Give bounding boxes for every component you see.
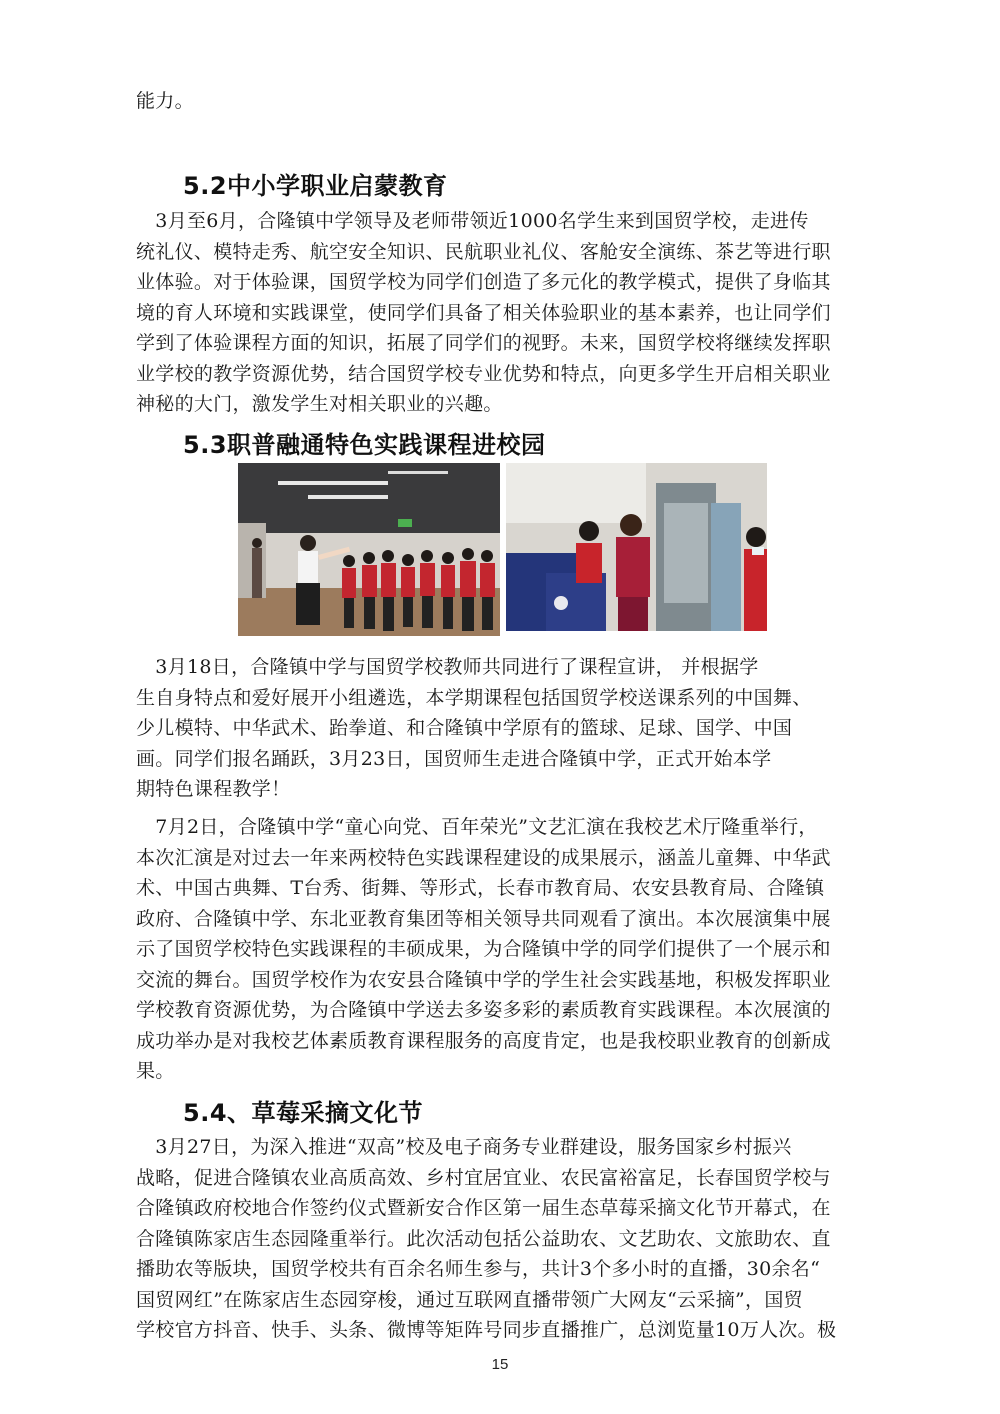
text-line: 果。	[136, 1060, 175, 1082]
text-line: 学校教育资源优势，为合隆镇中学送去多姿多彩的素质教育实践课程。本次展演的	[136, 999, 831, 1021]
text-line: 学到了体验课程方面的知识，拓展了同学们的视野。未来，国贸学校将继续发挥职	[136, 332, 831, 354]
text-line: 少儿模特、中华武术、跆拳道、和合隆镇中学原有的篮球、足球、国学、中国	[136, 717, 793, 739]
intro-tail-text: 能力。	[136, 90, 194, 112]
section-5-4-heading: 5.4、草莓采摘文化节	[183, 1099, 424, 1127]
text-line: 术、中国古典舞、T台秀、街舞、等形式，长春市教育局、农安县教育局、合隆镇	[136, 877, 825, 899]
section-5-3-paragraph-2	[136, 812, 866, 1087]
text-line: 生自身特点和爱好展开小组遴选，本学期课程包括国贸学校送课系列的中国舞、	[136, 686, 812, 709]
text-line: 播助农等版块，国贸学校共有百余名师生参与，共计3个多小时的直播，30余名“	[136, 1258, 821, 1280]
text-line: 期特色课程教学！	[136, 778, 291, 800]
text-line: 合隆镇政府校地合作签约仪式暨新安合作区第一届生态草莓采摘文化节开幕式，在	[136, 1197, 831, 1219]
text-line: 成功举办是对我校艺体素质教育课程服务的高度肯定，也是我校职业教育的创新成	[136, 1029, 831, 1052]
section-5-2-paragraph	[136, 206, 866, 420]
text-line: 7月2日，合隆镇中学“童心向党、百年荣光”文艺汇演在我校艺术厅隆重举行，	[136, 816, 818, 838]
text-line: 3月至6月，合隆镇中学领导及老师带领近1000名学生来到国贸学校，走进传	[136, 210, 809, 232]
text-line: 示了国贸学校特色实践课程的丰硕成果，为合隆镇中学的同学们提供了一个展示和	[136, 938, 831, 960]
text-line: 业体验。对于体验课，国贸学校为同学们创造了多元化的教学模式，提供了身临其	[136, 271, 831, 293]
section-5-2-heading: 5.2中小学职业启蒙教育	[183, 172, 448, 200]
text-line: 3月27日，为深入推进“双高”校及电子商务专业群建设，服务国家乡村振兴	[136, 1136, 792, 1158]
text-line: 交流的舞台。国贸学校作为农安县合隆镇中学的学生社会实践基地，积极发挥职业	[136, 968, 831, 991]
text-line: 境的育人环境和实践课堂，使同学们具备了相关体验职业的基本素养，也让同学们	[136, 301, 831, 324]
section-5-4-paragraph	[136, 1132, 866, 1346]
text-line: 战略，促进合隆镇农业高质高效、乡村宜居宜业、农民富裕富足，长春国贸学校与	[136, 1166, 831, 1189]
text-line: 画。同学们报名踊跃，3月23日，国贸师生走进合隆镇中学，正式开始本学	[136, 747, 772, 770]
text-line: 学校官方抖音、快手、头条、微博等矩阵号同步直播推广，总浏览量10万人次。极	[136, 1319, 837, 1341]
text-line: 本次汇演是对过去一年来两校特色实践课程建设的成果展示，涵盖儿童舞、中华武	[136, 846, 831, 869]
classroom-etiquette-photo	[238, 463, 500, 636]
text-line: 统礼仪、模特走秀、航空安全知识、民航职业礼仪、客舱安全演练、茶艺等进行职	[136, 240, 831, 263]
text-line: 3月18日，合隆镇中学与国贸学校教师共同进行了课程宣讲， 并根据学	[136, 656, 759, 678]
text-line: 合隆镇陈家店生态园隆重举行。此次活动包括公益助农、文艺助农、文旅助农、直	[136, 1227, 831, 1250]
text-line: 业学校的教学资源优势，结合国贸学校专业优势和特点，向更多学生开启相关职业	[136, 362, 831, 385]
text-line: 国贸网红”在陈家店生态园穿梭，通过互联网直播带领广大网友“云采摘”，国贸	[136, 1288, 803, 1311]
section-5-3-paragraph-1	[136, 652, 866, 805]
section-5-3-heading: 5.3职普融通特色实践课程进校园	[183, 431, 546, 459]
text-line: 政府、合隆镇中学、东北亚教育集团等相关领导共同观看了演出。本次展演集中展	[136, 907, 831, 930]
text-line: 神秘的大门，激发学生对相关职业的兴趣。	[136, 393, 503, 415]
cabin-training-photo	[506, 463, 767, 631]
page-number: 15	[491, 1356, 509, 1373]
